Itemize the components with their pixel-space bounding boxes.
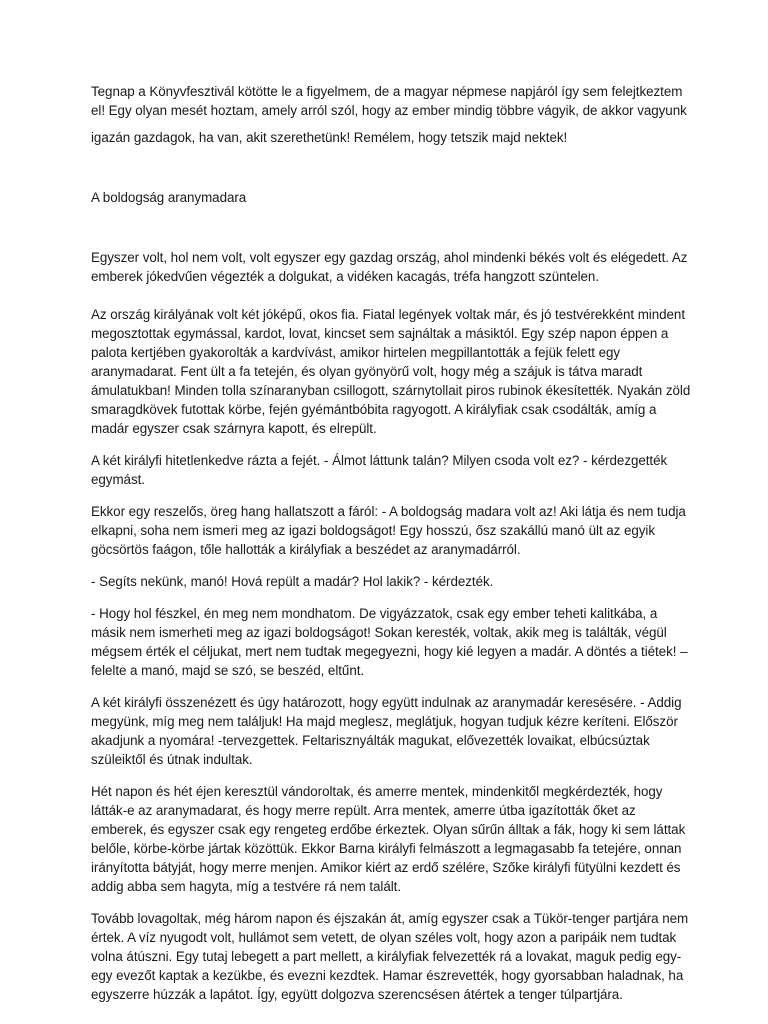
story-paragraph-1: Egyszer volt, hol nem volt, volt egyszer egy gazdag ország, ahol mindenki békés volt és elégedett. Az emberek jókedvűen végezték a dolgukat, a vidéken kacagás, tréfa hangzott szüntelen. — [91, 250, 688, 284]
story-paragraph-5: - Segíts nekünk, manó! Hová repült a madár? Hol lakik? - kérdezték. — [91, 574, 494, 589]
story-paragraph-8: Hét napon és hét éjen keresztül vándoroltak, és amerre mentek, mindenkitől megkérdezték, hogy látták-e az aranymadarat, és hogy merre repült. Arra mentek, amerre útba igazították őket az emberek, és egyszer csak egy rengeteg erdőbe érkeztek. Olyan sűrűn álltak a fák, hogy ki sem láttak belőle, körbe-körbe jártak közöttük. Ekkor Barna királyfi felmászott a legmagasabb fa tetejére, onnan irányította bátyját, hogy merre menjen. Amikor kiért az erdő szélére, Szőke királyfi fütyülni kezdett és addig abba sem hagyta, míg a testvére rá nem talált. — [91, 784, 686, 894]
document-page — [91, 82, 691, 1004]
story-paragraph-9: Tovább lovagoltak, még három napon és éjszakán át, amíg egyszer csak a Tükör-tenger partjára nem értek. A víz nyugodt volt, hullámot sem vetett, de olyan széles volt, hogy azon a paripáik nem tudtak volna átúszni. Egy tutaj lebegett a part mellett, a királyfiak felvezették rá a lovakat, maguk pedig egy-egy evezőt kaptak a kezükbe, és evezni kezdtek. Hamar észrevették, hogy gyorsabban haladnak, ha egyszerre húzzák a lapátot. Így, együtt dolgozva szerencsésen átértek a tenger túlpartjára. — [91, 911, 689, 1002]
story-paragraph-7: A két királyfi összenézett és úgy határozott, hogy együtt indulnak az aranymadár keresésére. - Addig megyünk, míg meg nem találjuk! Ha majd meglesz, meglátjuk, hogyan tudjuk kézre keríteni. Először akadjunk a nyomára! -tervezgettek. Feltarisznyálták magukat, elővezették lovaikat, elbúcsúztak szüleiktől és útnak indultak. — [91, 695, 682, 767]
intro-line-1: Tegnap a Könyvfesztivál kötötte le a figyelmem, de a magyar népmese napjáról így sem felejtkeztem el! Egy olyan mesét hoztam, amely arról szól, hogy az ember mindig többre vágyik, de akkor vagyunk — [91, 84, 687, 118]
story-title: A boldogság aranymadara — [91, 190, 247, 205]
story-paragraph-4: Ekkor egy reszelős, öreg hang hallatszott a fáról: - A boldogság madara volt az! Aki látja és nem tudja elkapni, soha nem ismeri meg az igazi boldogságot! Egy hosszú, ősz szakállú manó ült az egyik göcsörtös faágon, tőle hallották a királyfiak a beszédet az aranymadárról. — [91, 504, 686, 557]
story-paragraph-2: Az ország királyának volt két jóképű, okos fia. Fiatal legények voltak már, és jó testvérekként mindent megosztottak egymással, kardot, lovat, kincset sem sajnáltak a másiktól. Egy szép napon éppen a palota kertjében gyakorolták a kardvívást, amikor hirtelen megpillantották a fejük felett egy aranymadarat. Fent ült a fa tetején, és olyan gyönyörű volt, hogy még a szájuk is tátva maradt ámulatukban! Minden tolla színaranyban csillogott, szárnytollait piros rubinok ékesítették. Nyakán zöld smaragdkövek futottak körbe, fején gyémántbóbita ragyogott. A királyfiak csak csodálták, amíg a madár egyszer csak szárnyra kapott, és elrepült. — [91, 307, 691, 436]
story-paragraph-3: A két királyfi hitetlenkedve rázta a fejét. - Álmot láttunk talán? Milyen csoda volt ez? - kérdezgették egymást. — [91, 453, 668, 487]
intro-line-2: igazán gazdagok, ha van, akit szerethetünk! Remélem, hogy tetszik majd nektek! — [91, 130, 568, 145]
story-paragraph-6: - Hogy hol fészkel, én meg nem mondhatom. De vigyázzatok, csak egy ember teheti kalitkába, a másik nem ismerheti meg az igazi boldogságot! Sokan keresték, voltak, akik meg is találták, végül mégsem érték el céljukat, mert nem tudtak megegyezni, hogy kié legyen a madár. A döntés a tiétek! – felelte a manó, majd se szó, se beszéd, eltűnt. — [91, 606, 688, 678]
